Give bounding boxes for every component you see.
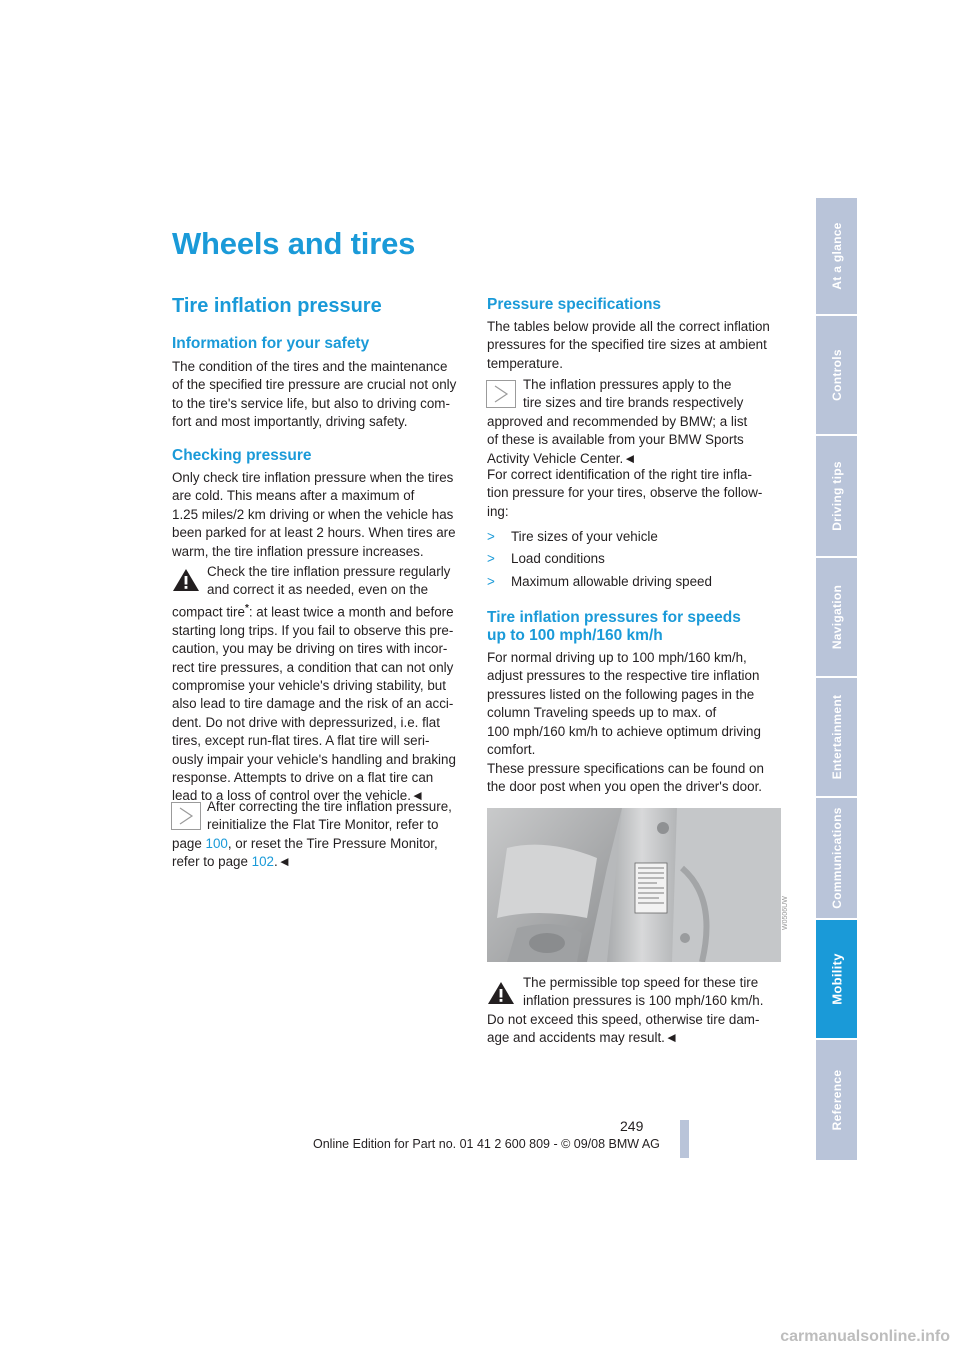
speeds-paragraph: For normal driving up to 100 mph/160 km/h, adjust pressures to the respective tire inflation pressures listed on the following pages in the column Traveling speeds up to max. of 100 mph/160 km/h to achieve optimum driving comfort. <box>487 650 761 758</box>
page-link-102[interactable]: 102 <box>251 854 274 870</box>
section-title: Tire inflation pressure <box>172 295 382 317</box>
sidebar-item-driving-tips[interactable]: Driving tips <box>816 436 857 558</box>
sidebar-item-entertainment[interactable]: Entertainment <box>816 678 857 798</box>
list-item: > Tire sizes of your vehicle <box>487 529 658 544</box>
page-link-100[interactable]: 100 <box>205 835 228 851</box>
warning-paragraph: Check the tire inflation pressure regularly and correct it as needed, even on the compact tire*: at least twice a month and before starting long trips. If you fail to observe this pre- caution, you may be driving on tires with incor- rect tire pressures, a condition that can not only compromise your vehicle's driving stability, but also lead to tire damage and the risk of an acci- dent. Do not drive with depressurized, i.e. flat tires, except run-flat tires. A flat tire will seri- ously impair your vehicle's handling and braking response. Attempts to drive on a flat tire can lead to a loss of control over the vehicle.◄ <box>172 564 456 804</box>
list-item: > Maximum allowable driving speed <box>487 574 712 589</box>
page-title: Wheels and tires <box>172 226 416 261</box>
door-post-photo <box>487 808 781 962</box>
list-item: > Load conditions <box>487 551 605 566</box>
sidebar-item-mobility[interactable]: Mobility <box>816 920 857 1040</box>
spec-note-paragraph: The inflation pressures apply to the tire sizes and tire brands respectively approved and recommended by BMW; a list of these is available from your BMW Sports Activity Vehicle Center.◄ <box>487 377 748 466</box>
safety-heading: Information for your safety <box>172 335 370 352</box>
page-number: 249 <box>620 1118 644 1134</box>
safety-paragraph: The condition of the tires and the maintenance of the specified tire pressure are crucial not only to the tire's service life, but also to driving com- fort and most importantly, driving safety. <box>172 359 457 430</box>
speeds-heading: Tire inflation pressures for speeds up to 100 mph/160 km/h <box>487 609 741 644</box>
sidebar-item-at-a-glance[interactable]: At a glance <box>816 198 857 316</box>
page-marker <box>680 1120 689 1158</box>
spec-paragraph: The tables below provide all the correct inflation pressures for the specified tire sizes at ambient temperature. <box>487 319 770 371</box>
sidebar-item-navigation[interactable]: Navigation <box>816 558 857 678</box>
identification-paragraph: For correct identification of the right tire infla- tion pressure for your tires, observe the follow- ing: <box>487 467 763 519</box>
optional-equipment-star: * <box>244 602 249 614</box>
door-paragraph: These pressure specifications can be found on the door post when you open the driver's door. <box>487 761 764 795</box>
sidebar-item-communications[interactable]: Communications <box>816 798 857 920</box>
photo-code: W0506UW <box>782 896 789 930</box>
top-speed-warning-paragraph: The permissible top speed for these tire inflation pressures is 100 mph/160 km/h. Do not exceed this speed, otherwise tire dam- age and accidents may result.◄ <box>487 975 764 1046</box>
checking-heading: Checking pressure <box>172 447 312 464</box>
sidebar-item-controls[interactable]: Controls <box>816 316 857 436</box>
checking-paragraph: Only check tire inflation pressure when the tires are cold. This means after a maximum of 1.25 miles/2 km driving or when the vehicle has been parked for at least 2 hours. When tires are warm, the tire inflation pressure increases. <box>172 470 456 559</box>
note-paragraph: After correcting the tire inflation pressure, reinitialize the Flat Tire Monitor, refer to page 100, or reset the Tire Pressure Monitor, refer to page 102.◄ <box>172 799 452 870</box>
spec-heading: Pressure specifications <box>487 296 662 313</box>
sidebar-item-reference[interactable]: Reference <box>816 1040 857 1160</box>
